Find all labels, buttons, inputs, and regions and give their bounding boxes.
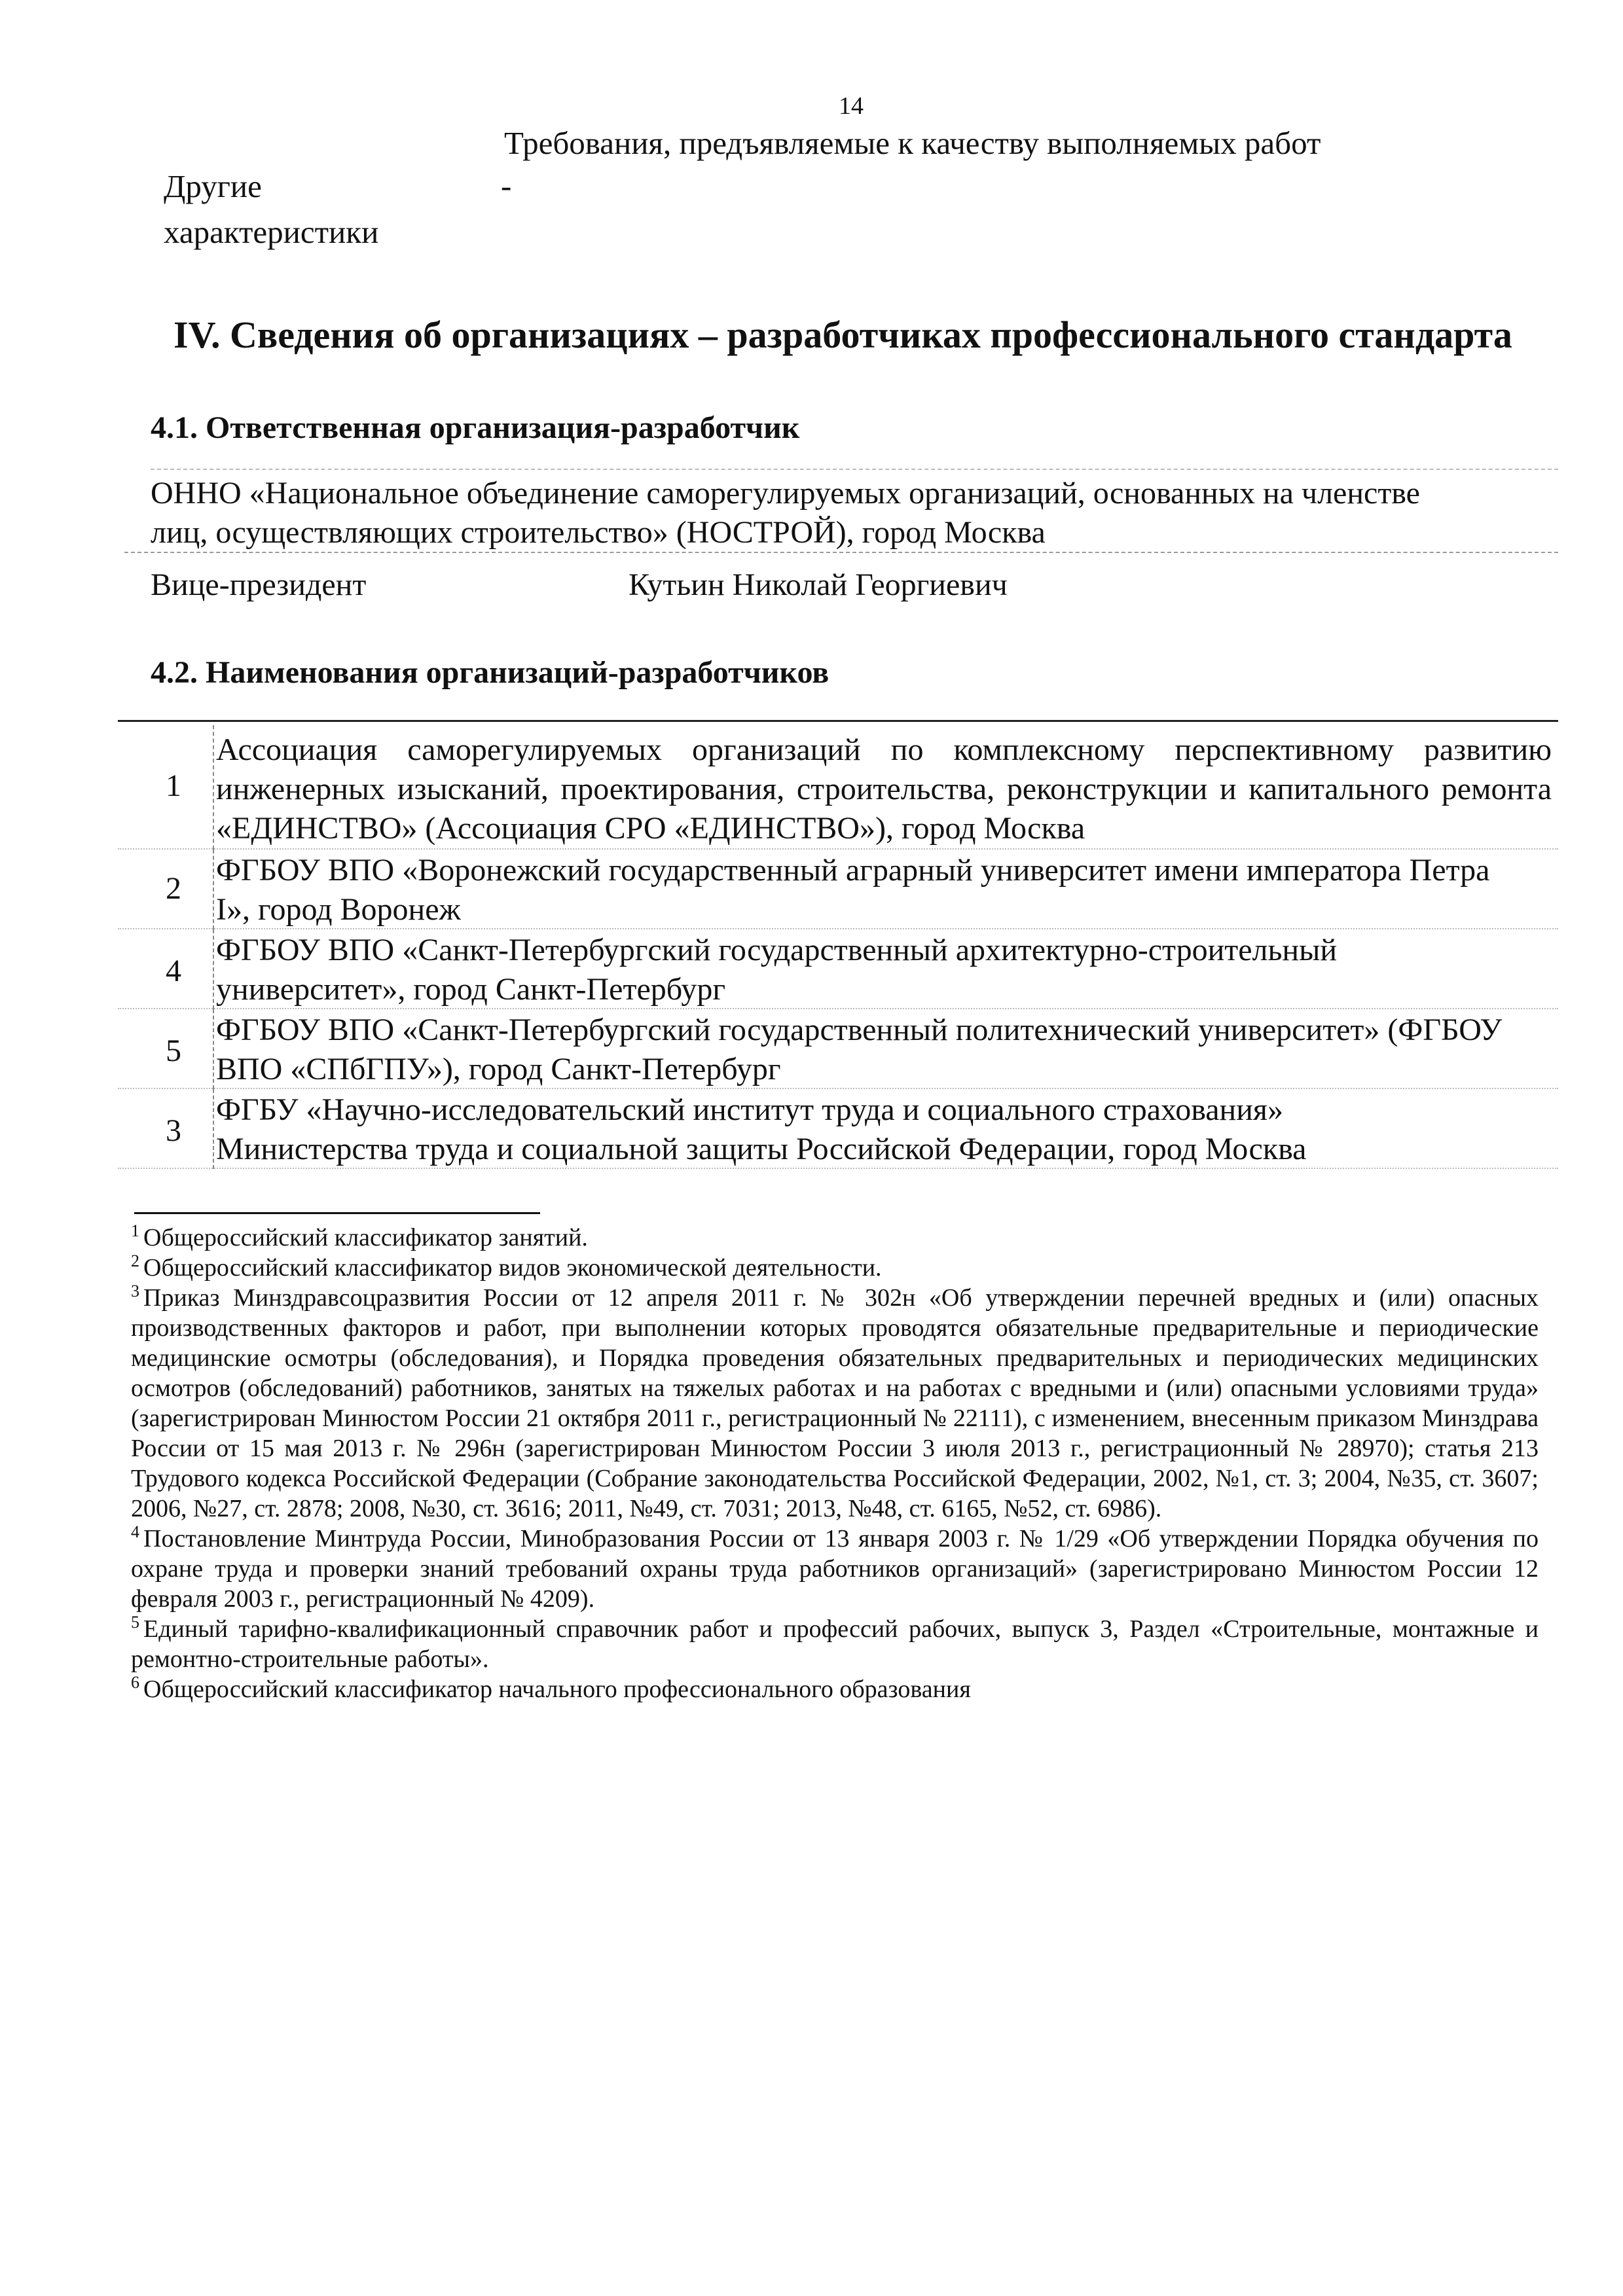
footnotes: [131, 1223, 1539, 1704]
row-text: ФГБОУ ВПО «Санкт-Петербургский государственный архитектурно-строительный университет», город Санкт-Петербург: [216, 933, 1338, 1007]
footnote: [131, 1524, 1539, 1614]
responsible-org-divider: [124, 552, 1558, 553]
footnote-mark: 2: [131, 1251, 139, 1271]
column-divider: [213, 1009, 214, 1089]
footnote-text: Постановление Минтруда России, Минобразования России от 13 января 2003 г. № 1/29 «Об утверждении Порядка обучения по охране труда и проверки знаний требований охраны труда работников организаций» (зарегистрировано Минюстом России 12 февраля 2003 г., регистрационный № 4209).: [131, 1525, 1539, 1613]
table-row: [118, 1089, 1558, 1169]
responsible-org-line1: ОННО «Национальное объединение саморегулируемых организаций, основанных на членстве: [151, 476, 1420, 511]
footnote-text: Общероссийский классификатор занятий.: [143, 1224, 588, 1251]
footnote-mark: 5: [131, 1613, 139, 1632]
responsible-org-name: [151, 474, 1545, 552]
row-number: 2: [166, 871, 181, 906]
row-number: 1: [166, 768, 181, 803]
table-row: [118, 929, 1558, 1009]
table-row: [118, 725, 1558, 850]
column-divider: [213, 725, 214, 850]
footnote-text: Общероссийский классификатор начального профессионального образования: [143, 1676, 971, 1703]
developers-heading: 4.2. Наименования организаций-разработчиков: [151, 655, 830, 690]
other-characteristics-value: -: [501, 168, 512, 204]
page-number: 14: [839, 92, 864, 120]
row-number: 3: [166, 1113, 181, 1148]
row-text: ФГБУ «Научно-исследовательский институт труда и социального страхования» Министерства труда и социальной защиты Российской Федерации, город Москва: [216, 1092, 1307, 1166]
other-label-line2: характеристики: [164, 214, 379, 250]
row-number: 5: [166, 1033, 181, 1068]
row-text: ФГБОУ ВПО «Санкт-Петербургский государственный политехнический университет» (ФГБОУ ВПО «СПбГПУ»), город Санкт-Петербург: [216, 1013, 1503, 1086]
footnote-mark: 3: [131, 1282, 139, 1301]
person-name: Кутьин Николай Георгиевич: [629, 567, 1008, 602]
responsible-org-line2: лиц, осуществляющих строительство» (НОСТРОЙ), город Москва: [151, 515, 1046, 550]
footnote: [131, 1253, 1539, 1283]
row-divider: [118, 1168, 1558, 1169]
footnote: [131, 1223, 1539, 1253]
column-divider: [213, 850, 214, 929]
footnote-mark: 1: [131, 1221, 139, 1241]
developers-table-top-border: [118, 720, 1558, 722]
table-row: [118, 850, 1558, 929]
other-characteristics-label: [164, 164, 378, 255]
footnote-text: Приказ Минздравсоцразвития России от 12 апреля 2011 г. № 302н «Об утверждении перечней вредных и (или) опасных производственных факторов и работ, при выполнении которых проводятся обязательные предварительные и периодические медицинские осмотры (обследования), и Порядка проведения обязательных предварительных и периодических медицинских осмотров (обследований) работников, занятых на тяжелых работах и на работах с вредными и (или) опасными условиями труда» (зарегистрирован Минюстом России 21 октября 2011 г., регистрационный № 22111), с изменением, внесенным приказом Минздрава России от 15 мая 2013 г. № 296н (зарегистрирован Минюстом России 3 июля 2013 г., регистрационный № 28970); статья 213 Трудового кодекса Российской Федерации (Собрание законодательства Российской Федерации, 2002, №1, ст. 3; 2004, №35, ст. 3607; 2006, №27, ст. 2878; 2008, №30, ст. 3616; 2011, №49, ст. 7031; 2013, №48, ст. 6165, №52, ст. 6986).: [131, 1284, 1539, 1522]
other-label-line1: Другие: [164, 168, 262, 204]
footnote: [131, 1283, 1539, 1524]
section-title: IV. Сведения об организациях – разработчиках профессионального стандарта: [173, 314, 1512, 356]
column-divider: [213, 929, 214, 1009]
footnote-mark: 6: [131, 1673, 139, 1693]
row-number: 4: [166, 954, 181, 988]
footnote-separator: [134, 1212, 540, 1214]
responsible-org-top-border: [151, 469, 1558, 470]
row-text: ФГБОУ ВПО «Воронежский государственный аграрный университет имени императора Петра I», город Воронеж: [216, 853, 1490, 927]
row-text: Ассоциация саморегулируемых организаций по комплексному перспективному развитию инженерных изысканий, проектирования, строительства, реконструкции и капитального ремонта «ЕДИНСТВО» (Ассоциация СРО «ЕДИНСТВО»), город Москва: [216, 732, 1552, 846]
footnote-text: Общероссийский классификатор видов экономической деятельности.: [143, 1254, 882, 1282]
footnote-text: Единый тарифно-квалификационный справочник работ и профессий рабочих, выпуск 3, Раздел «Строительные, монтажные и ремонтно-строительные работы».: [131, 1615, 1539, 1673]
table-row: [118, 1009, 1558, 1089]
footnote: [131, 1614, 1539, 1674]
footnote-mark: 4: [131, 1522, 139, 1542]
footnote: [131, 1674, 1539, 1704]
responsible-org-heading: 4.1. Ответственная организация-разработчик: [151, 410, 800, 445]
position-label: Вице-президент: [151, 567, 367, 602]
column-divider: [213, 1089, 214, 1169]
requirements-heading: Требования, предъявляемые к качеству выполняемых работ: [504, 125, 1321, 161]
